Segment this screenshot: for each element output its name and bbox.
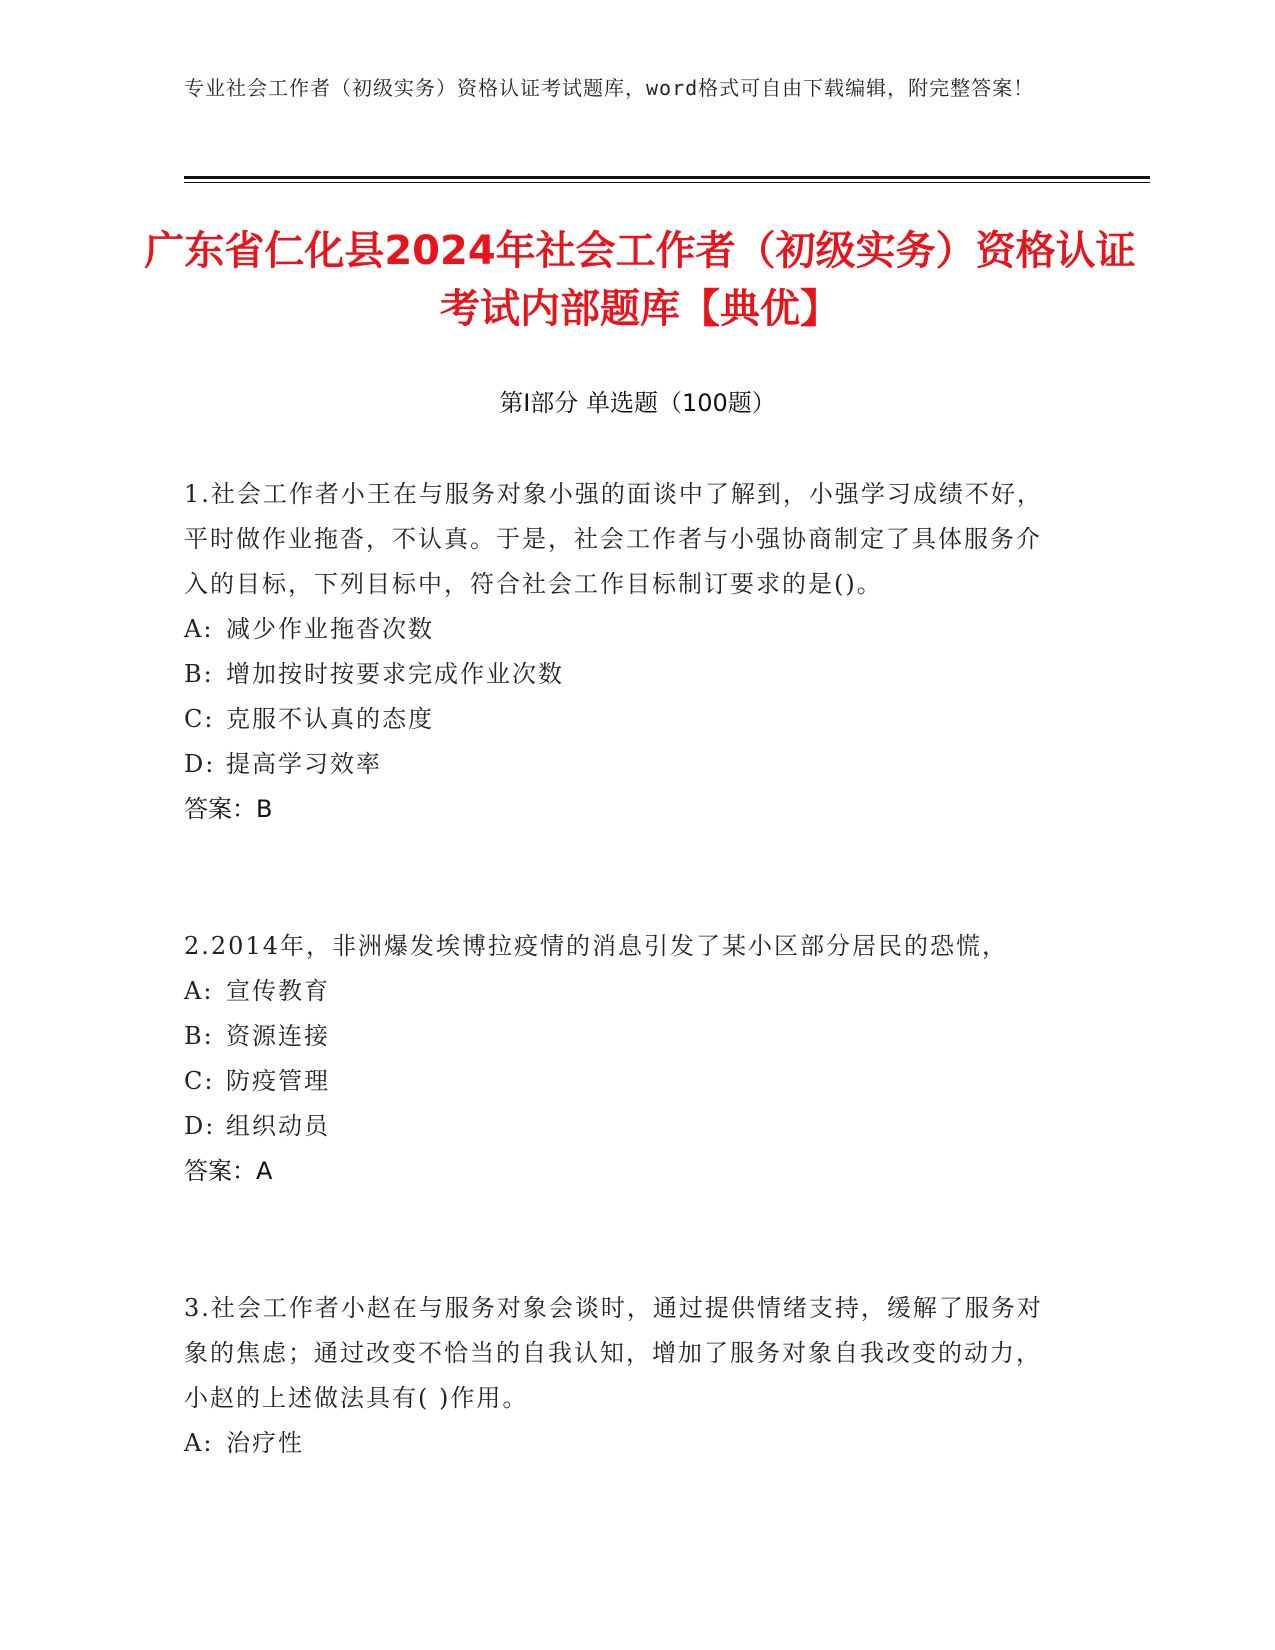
- answer-line: 答案：A: [184, 1157, 273, 1185]
- option-key: C:: [184, 705, 215, 733]
- option-text: 宣传教育: [226, 977, 330, 1005]
- option-a: [184, 1421, 1064, 1466]
- option-text: 组织动员: [226, 1112, 330, 1140]
- option-c: [184, 1059, 1064, 1104]
- option-key: D:: [184, 1112, 216, 1140]
- option-key: B:: [184, 1022, 214, 1050]
- option-text: 防疫管理: [226, 1067, 330, 1095]
- header-divider-thin: [184, 182, 1150, 183]
- option-text: 克服不认真的态度: [226, 705, 434, 733]
- answer-line: 答案：B: [184, 795, 273, 823]
- option-a: [184, 969, 1064, 1014]
- option-text: 减少作业拖沓次数: [226, 615, 434, 643]
- question-3: [184, 1286, 1064, 1466]
- question-2: [184, 924, 1064, 1194]
- option-d: [184, 1104, 1064, 1149]
- option-text: 提高学习效率: [226, 750, 382, 778]
- document-title: 广东省仁化县2024年社会工作者（初级实务）资格认证考试内部题库【典优】: [144, 228, 1136, 332]
- question-stem: 3.社会工作者小赵在与服务对象会谈时，通过提供情绪支持，缓解了服务对象的焦虑；通过改变不恰当的自我认知，增加了服务对象自我改变的动力，小赵的上述做法具有( )作用。: [184, 1294, 1043, 1412]
- option-text: 治疗性: [226, 1429, 304, 1457]
- option-key: C:: [184, 1067, 215, 1095]
- option-a: [184, 607, 1064, 652]
- question-stem: 1.社会工作者小王在与服务对象小强的面谈中了解到，小强学习成绩不好，平时做作业拖沓，不认真。于是，社会工作者与小强协商制定了具体服务介入的目标，下列目标中，符合社会工作目标制订要求的是()。: [184, 480, 1043, 598]
- question-1: [184, 472, 1064, 832]
- option-text: 资源连接: [226, 1022, 330, 1050]
- option-key: A:: [184, 615, 214, 643]
- option-key: A:: [184, 977, 214, 1005]
- option-b: [184, 1014, 1064, 1059]
- option-key: A:: [184, 1429, 214, 1457]
- option-key: D:: [184, 750, 216, 778]
- option-text: 增加按时按要求完成作业次数: [226, 660, 564, 688]
- question-stem: 2.2014年，非洲爆发埃博拉疫情的消息引发了某小区部分居民的恐慌，: [184, 932, 1008, 960]
- option-key: B:: [184, 660, 214, 688]
- option-d: [184, 742, 1064, 787]
- option-b: [184, 652, 1064, 697]
- option-c: [184, 697, 1064, 742]
- header-divider-thick: [184, 176, 1150, 179]
- section-heading: 第Ⅰ部分 单选题（100题）: [499, 389, 776, 417]
- header-note: 专业社会工作者（初级实务）资格认证考试题库，word格式可自由下载编辑，附完整答案！: [184, 76, 1035, 100]
